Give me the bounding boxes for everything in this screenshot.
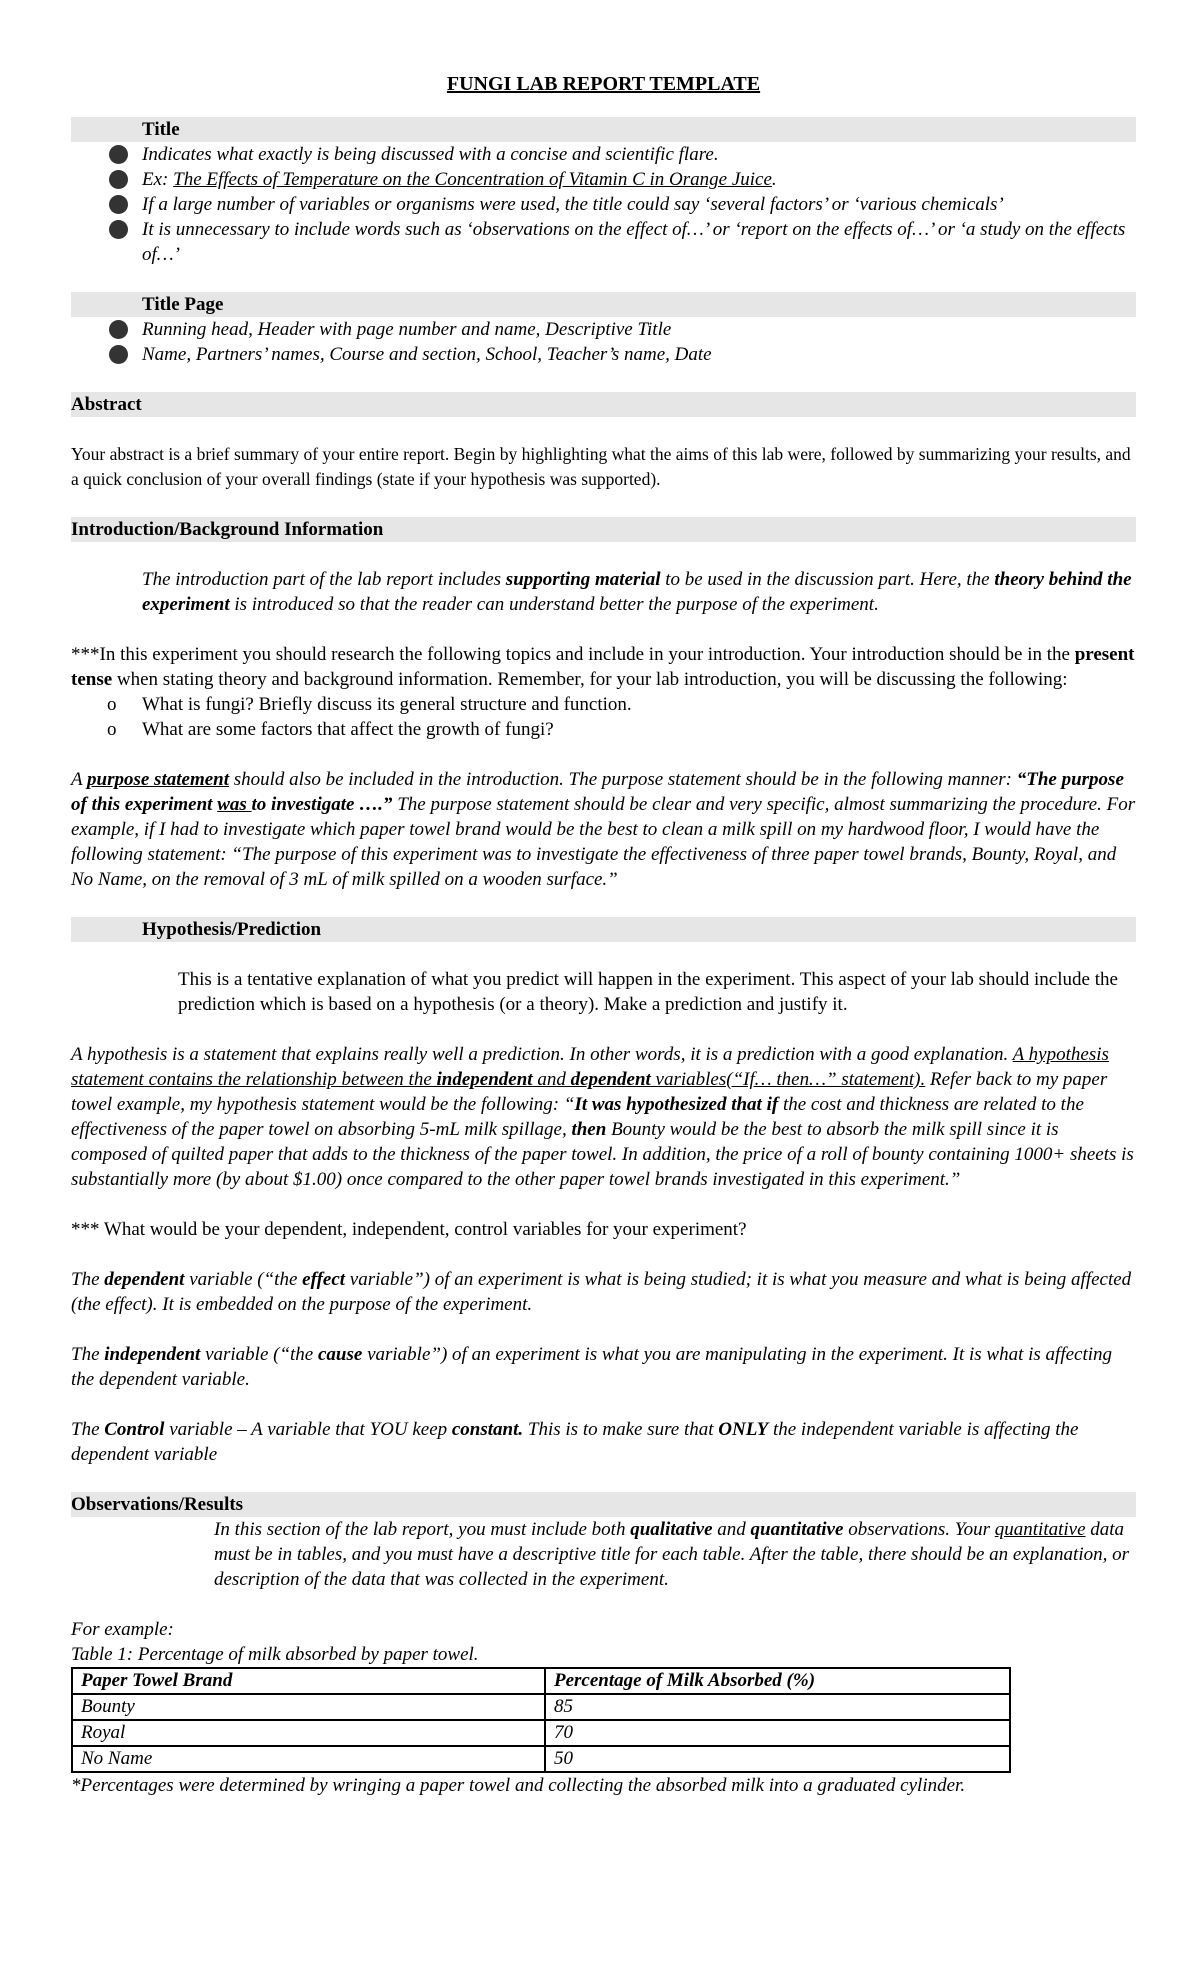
list-item: It is unnecessary to include words such as ‘observations on the effect of…’ or ‘report on the effects of…’ or ‘a study on the effects of…’ [71,217,1136,267]
list-item: Ex: The Effects of Temperature on the Concentration of Vitamin C in Orange Juice. [71,167,1136,192]
section-heading-results: Observations/Results [71,1492,1136,1517]
hypothesis-intro-paragraph: This is a tentative explanation of what you predict will happen in the experiment. This aspect of your lab should include the prediction which is based on a hypothesis (or a theory). Make a prediction and justify it. [178,969,1118,1015]
list-item: o What is fungi? Briefly discuss its general structure and function. [107,694,632,715]
list-item: Name, Partners’ names, Course and section, School, Teacher’s name, Date [71,342,1136,367]
list-item: Running head, Header with page number and name, Descriptive Title [71,317,1136,342]
table-header-cell: Paper Towel Brand [72,1668,545,1694]
title-bullet-list [71,142,1136,267]
table-row [72,1694,1010,1720]
table-row [72,1746,1010,1772]
results-table [71,1667,1011,1773]
section-heading-title-page: Title Page [71,292,1136,317]
list-item: o What are some factors that affect the growth of fungi? [107,719,554,740]
intro-paragraph: The introduction part of the lab report includes supporting material to be used in the discussion part. Here, the theory behind the experiment is introduced so that the reader can understand better the purpose of the experiment. [142,569,1132,615]
independent-variable-paragraph: The independent variable (“the cause variable”) of an experiment is what you are manipulating in the experiment. It is what is affecting the dependent variable. [71,1344,1113,1390]
section-heading-abstract: Abstract [71,392,1136,417]
table-row [72,1720,1010,1746]
control-variable-paragraph: The Control variable – A variable that YOU keep constant. This is to make sure that ONLY the independent variable is affecting the dependent variable [71,1419,1079,1465]
table-cell: Bounty [72,1694,545,1720]
table-caption: Table 1: Percentage of milk absorbed by paper towel. [71,1644,479,1665]
example-title: The Effects of Temperature on the Concentration of Vitamin C in Orange Juice [173,169,772,190]
section-heading-hypothesis: Hypothesis/Prediction [71,917,1136,942]
table-cell: 85 [545,1694,1010,1720]
abstract-text: Your abstract is a brief summary of your entire report. Begin by highlighting what the aims of this lab were, followed by summarizing your results, and a quick conclusion of your overall findings (state if your hypothesis was supported). [71,444,1131,489]
bullet-icon [109,170,128,189]
table-cell: Royal [72,1720,545,1746]
list-item: Indicates what exactly is being discussed with a concise and scientific flare. [71,142,1136,167]
hypothesis-paragraph: A hypothesis is a statement that explains really well a prediction. In other words, it is a prediction with a good explanation. A hypothesis statement contains the relationship between the independent and dependent variables(“If… then…” statement). Refer back to my paper towel example, my hypothesis statement would be the following: “It was hypothesized that if the cost and thickness are related to the effectiveness of the paper towel on absorbing 5-mL milk spillage, then Bounty would be the best to absorb the milk spill since it is composed of quilted paper that adds to the thickness of the paper towel. In addition, the price of a roll of bounty containing 1000+ sheets is substantially more (by about $1.00) once compared to the other paper towel brands investigated in this experiment.” [71,1044,1134,1190]
table-cell: 70 [545,1720,1010,1746]
table-cell: 50 [545,1746,1010,1772]
table-cell: No Name [72,1746,545,1772]
intro-topic-list [71,692,1136,742]
title-page-bullet-list [71,317,1136,367]
example-label: For example: [71,1619,174,1640]
bullet-icon [109,220,128,239]
list-item: If a large number of variables or organisms were used, the title could say ‘several factors’ or ‘various chemicals’ [71,192,1136,217]
variables-question: *** What would be your dependent, independent, control variables for your experiment? [71,1219,747,1240]
document-title: FUNGI LAB REPORT TEMPLATE [446,73,761,95]
section-heading-title: Title [71,117,1136,142]
table-footnote: *Percentages were determined by wringing a paper towel and collecting the absorbed milk into a graduated cylinder. [71,1775,966,1796]
table-header-cell: Percentage of Milk Absorbed (%) [545,1668,1010,1694]
bullet-icon [109,320,128,339]
results-paragraph: In this section of the lab report, you must include both qualitative and quantitative observations. Your quantitative data must be in tables, and you must have a descriptive title for each table. After the table, there should be an explanation, or description of the data that was collected in the experiment. [214,1519,1130,1590]
dependent-variable-paragraph: The dependent variable (“the effect variable”) of an experiment is what is being studied; it is what you measure and what is being affected (the effect). It is embedded on the purpose of the experiment. [71,1269,1132,1315]
section-heading-introduction: Introduction/Background Information [71,517,1136,542]
bullet-icon [109,145,128,164]
table-header-row [72,1668,1010,1694]
intro-research-paragraph: ***In this experiment you should research the following topics and include in your introduction. Your introduction should be in the present tense when stating theory and background information. Remember, for your lab introduction, you will be discussing the following: [71,644,1135,690]
bullet-icon [109,195,128,214]
purpose-statement-paragraph: A purpose statement should also be included in the introduction. The purpose statement should be in the following manner: “The purpose of this experiment was to investigate ….” The purpose statement should be clear and very specific, almost summarizing the procedure. For example, if I had to investigate which paper towel brand would be the best to clean a milk spill on my hardwood floor, I would have the following statement: “The purpose of this experiment was to investigate the effectiveness of three paper towel brands, Bounty, Royal, and No Name, on the removal of 3 mL of milk spilled on a wooden surface.” [71,769,1136,890]
bullet-icon [109,345,128,364]
